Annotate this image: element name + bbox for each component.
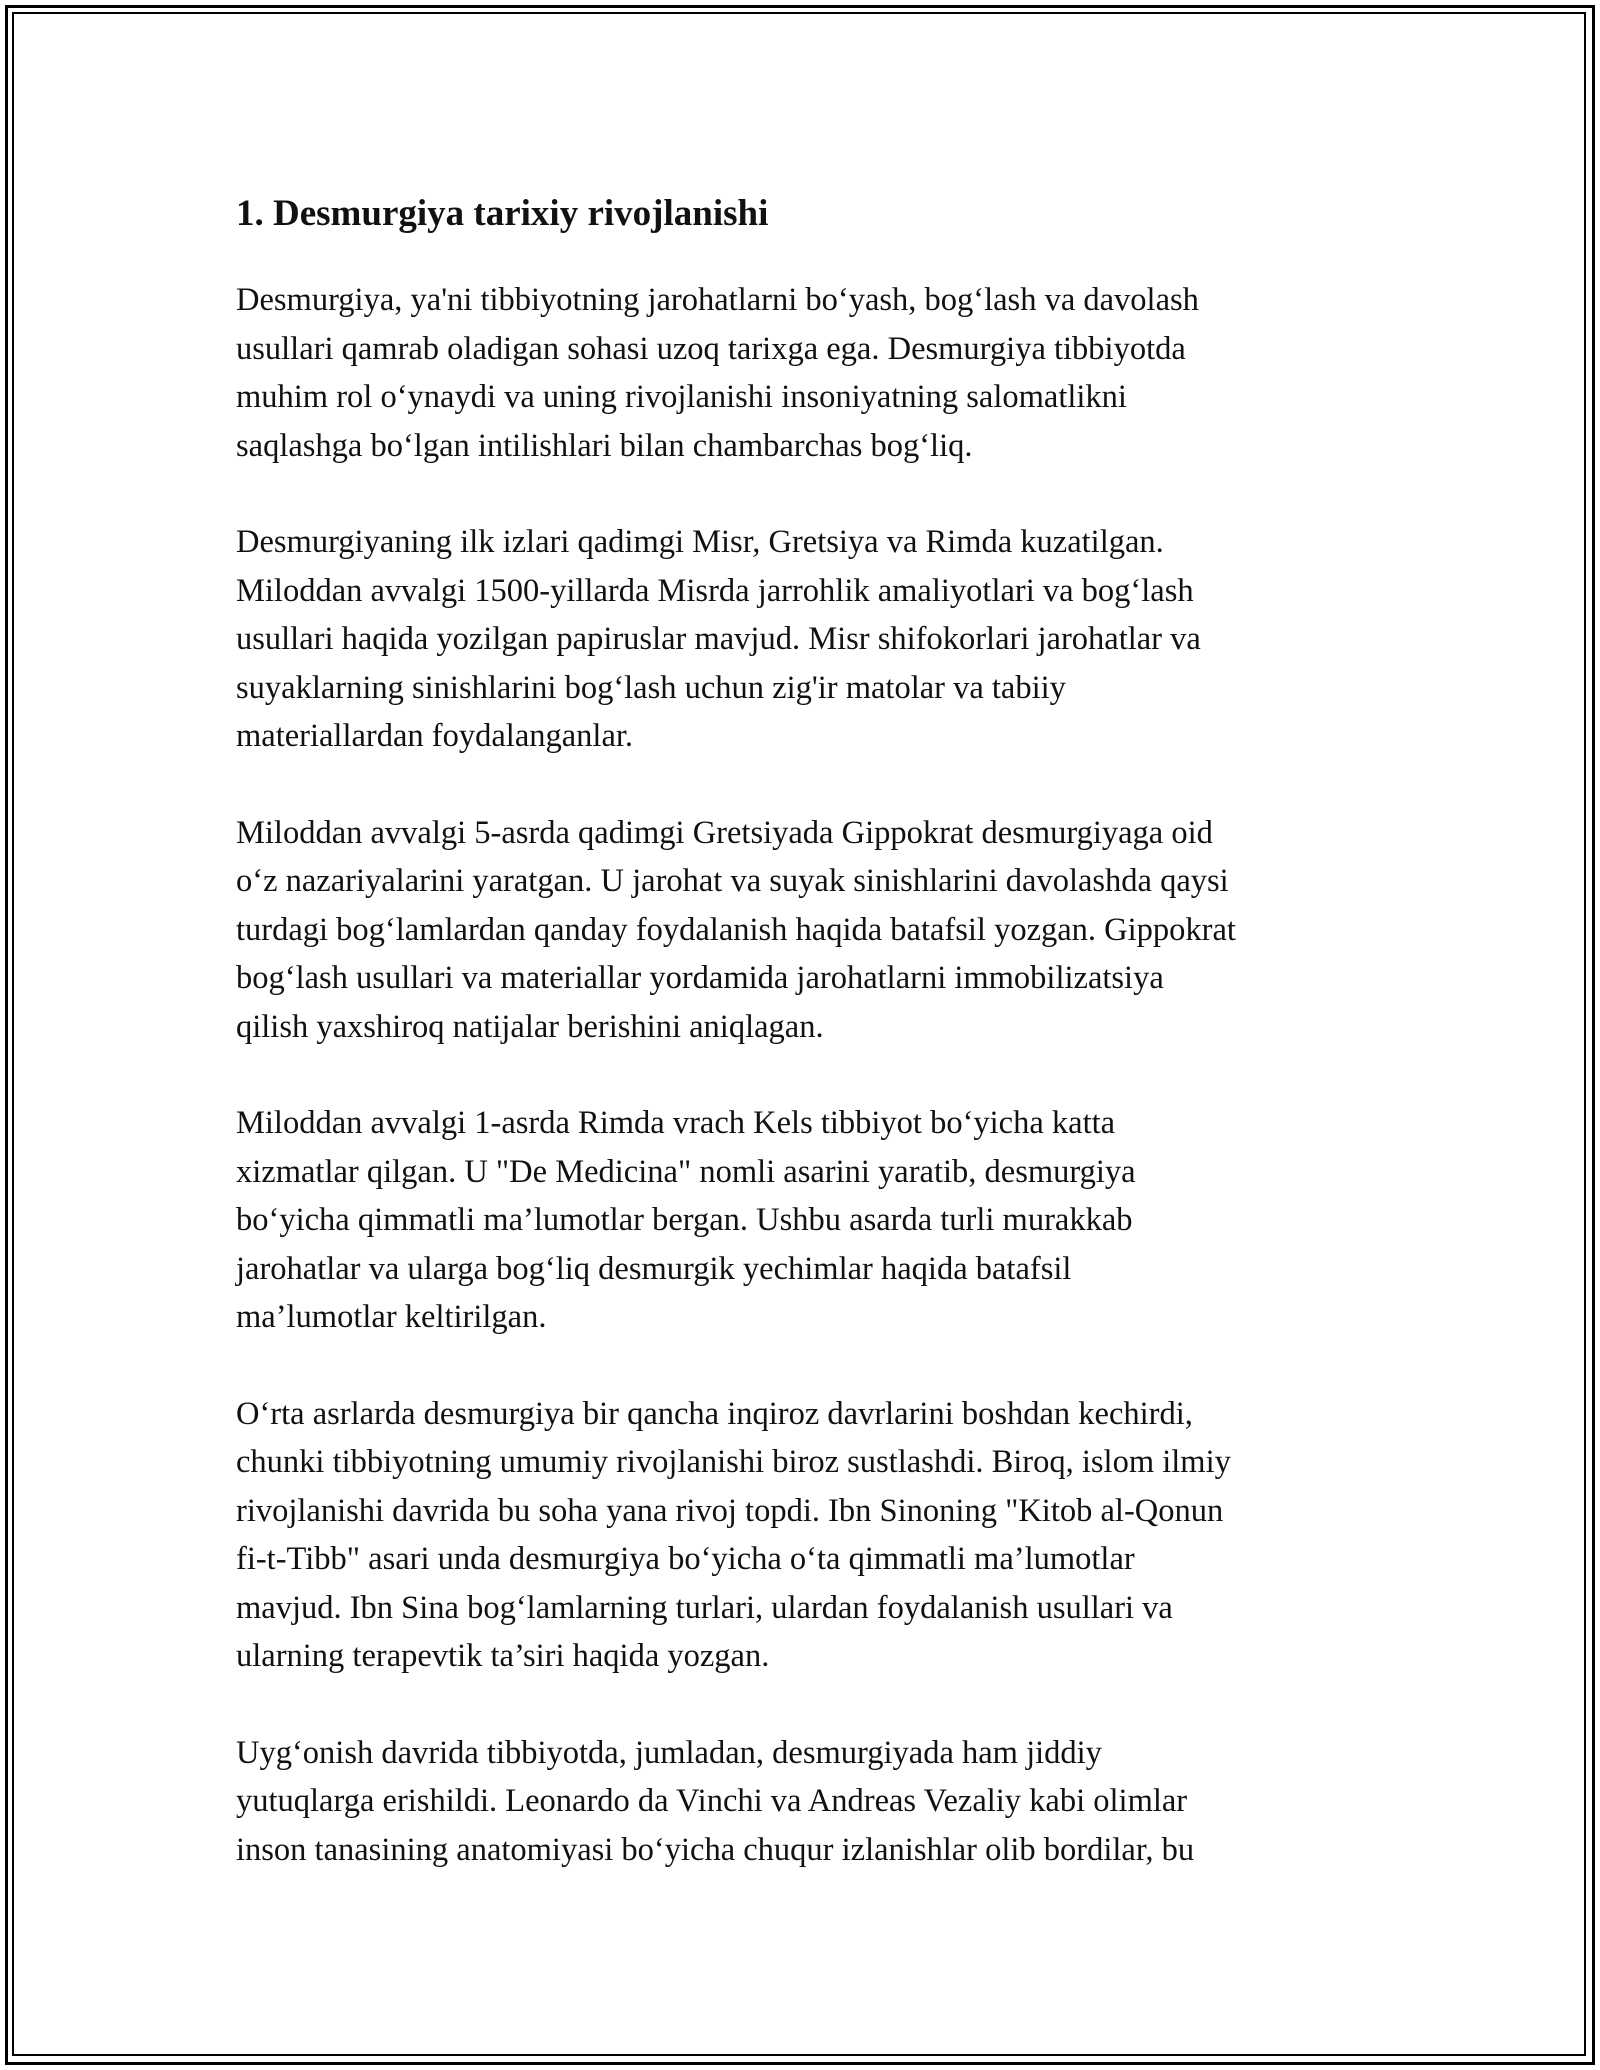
text-line: suyaklarning sinishlarini bog‘lash uchun zig'ir matolar va tabiiy xyxy=(236,669,1066,706)
text-line: yutuqlarga erishildi. Leonardo da Vinchi va Andreas Vezaliy kabi olimlar xyxy=(236,1783,1188,1819)
text-line: Miloddan avvalgi 1500-yillarda Misrda jarrohlik amaliyotlari va bog‘lash xyxy=(236,572,1194,609)
text-line: fi-t-Tibb" asari unda desmurgiya bo‘yicha o‘ta qimmatli ma’lumotlar xyxy=(236,1541,1135,1577)
document-body xyxy=(236,188,1366,1922)
text-line: inson tanasining anatomiyasi bo‘yicha chuqur izlanishlar olib bordilar, bu xyxy=(236,1831,1195,1868)
paragraph-4 xyxy=(236,1099,1366,1342)
text-line: usullari haqida yozilgan papiruslar mavjud. Misr shifokorlari jarohatlar va xyxy=(236,621,1201,657)
text-line: o‘z nazariyalarini yaratgan. U jarohat va suyak sinishlarini davolashda qaysi xyxy=(236,863,1229,899)
text-line: xizmatlar qilgan. U "De Medicina" nomli asarini yaratib, desmurgiya xyxy=(236,1153,1136,1190)
text-line: ularning terapevtik ta’siri haqida yozgan. xyxy=(236,1638,770,1674)
text-line: mavjud. Ibn Sina bog‘lamlarning turlari, ulardan foydalanish usullari va xyxy=(236,1589,1173,1626)
text-line: turdagi bog‘lamlardan qanday foydalanish haqida batafsil yozgan. Gippokrat xyxy=(236,911,1236,948)
text-line: ma’lumotlar keltirilgan. xyxy=(236,1299,547,1335)
text-line: jarohatlar va ularga bog‘liq desmurgik yechimlar haqida batafsil xyxy=(236,1250,1072,1287)
text-line: materiallardan foydalanganlar. xyxy=(236,718,634,754)
text-line: Desmurgiya, ya'ni tibbiyotning jarohatlarni bo‘yash, bog‘lash va davolash xyxy=(236,282,1199,318)
text-line: usullari qamrab oladigan sohasi uzoq tarixga ega. Desmurgiya tibbiyotda xyxy=(236,330,1186,367)
paragraph-2 xyxy=(236,518,1366,761)
paragraph-6 xyxy=(236,1729,1366,1875)
paragraph-3 xyxy=(236,809,1366,1052)
paragraph-1 xyxy=(236,276,1366,470)
text-line: Miloddan avvalgi 1-asrda Rimda vrach Kels tibbiyot bo‘yicha katta xyxy=(236,1105,1116,1141)
section-heading: 1. Desmurgiya tarixiy rivojlanishi xyxy=(236,193,769,234)
paragraph-5 xyxy=(236,1390,1366,1681)
text-line: saqlashga bo‘lgan intilishlari bilan chambarchas bog‘liq. xyxy=(236,427,973,464)
text-line: chunki tibbiyotning umumiy rivojlanishi biroz sustlashdi. Biroq, islom ilmiy xyxy=(236,1444,1231,1480)
text-line: Uyg‘onish davrida tibbiyotda, jumladan, desmurgiyada ham jiddiy xyxy=(236,1734,1102,1771)
text-line: bog‘lash usullari va materiallar yordamida jarohatlarni immobilizatsiya xyxy=(236,960,1164,996)
text-line: qilish yaxshiroq natijalar berishini aniqlagan. xyxy=(236,1008,824,1045)
text-line: bo‘yicha qimmatli ma’lumotlar bergan. Ushbu asarda turli murakkab xyxy=(236,1202,1133,1238)
text-line: Desmurgiyaning ilk izlari qadimgi Misr, Gretsiya va Rimda kuzatilgan. xyxy=(236,524,1164,560)
text-line: muhim rol o‘ynaydi va uning rivojlanishi insoniyatning salomatlikni xyxy=(236,379,1127,415)
text-line: Miloddan avvalgi 5-asrda qadimgi Gretsiyada Gippokrat desmurgiyaga oid xyxy=(236,814,1213,851)
text-line: O‘rta asrlarda desmurgiya bir qancha inqiroz davrlarini boshdan kechirdi, xyxy=(236,1395,1193,1432)
text-line: rivojlanishi davrida bu soha yana rivoj topdi. Ibn Sinoning "Kitob al-Qonun xyxy=(236,1492,1224,1529)
